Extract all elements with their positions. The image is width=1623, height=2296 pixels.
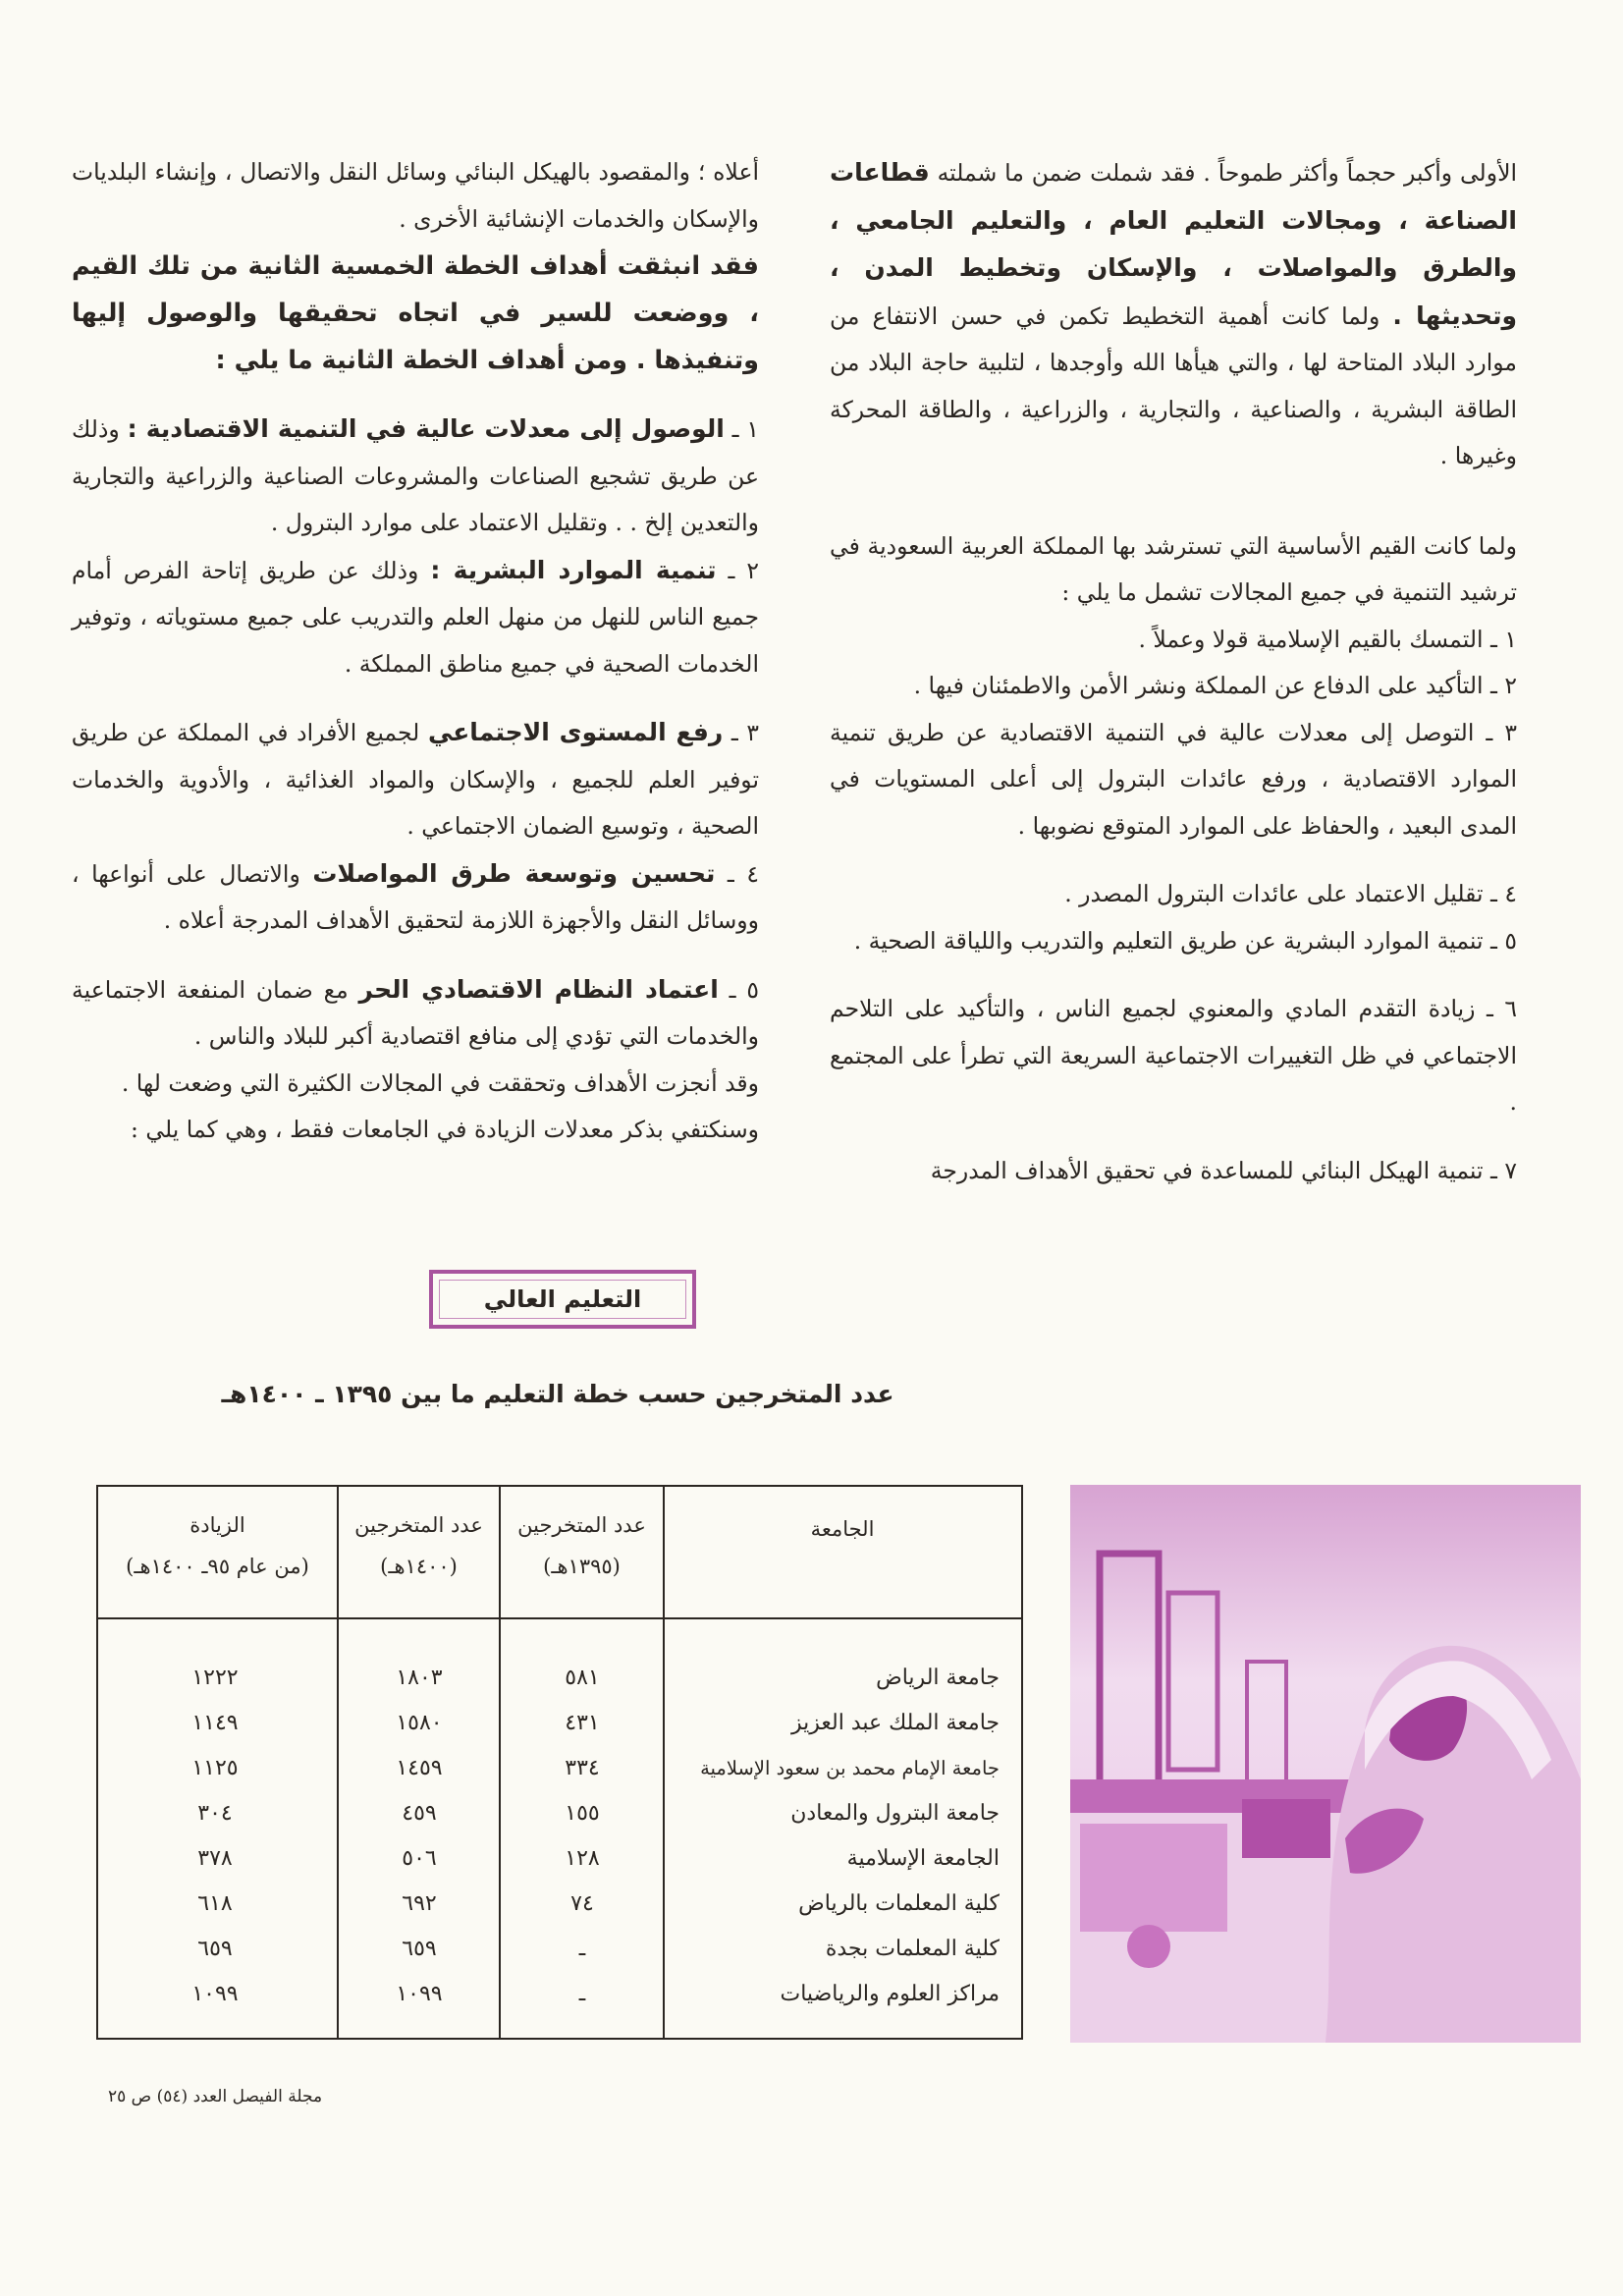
header-1395-label: عدد المتخرجين <box>517 1513 646 1537</box>
cell-university: جامعة الإمام محمد بن سعود الإسلامية <box>700 1757 1000 1779</box>
header-1400-year: (١٤٠٠هـ) <box>380 1555 458 1578</box>
goal-title: رفع المستوى الاجتماعي <box>427 718 724 746</box>
value-item: ٣ ـ التوصل إلى معدلات عالية في التنمية الاقتصادية عن طريق تنمية الموارد الاقتصادية ، ورفع عائدات البترول إلى أعلى المستويات في المدى البعيد ، والحفاظ على الموارد المتوقع نضوبها . <box>830 718 1517 840</box>
goal-title: الوصول إلى معدلات عالية في التنمية الاقتصادية : <box>127 414 725 443</box>
cell-1395: ١٢٨ <box>565 1846 600 1871</box>
value-item: ٦ ـ زيادة التقدم المادي والمعنوي لجميع الناس ، والتأكيد على التلاحم الاجتماعي في ظل التغييرات الاجتماعية السريعة التي تطرأ على المجتمع . <box>830 995 1517 1116</box>
header-1395-year: (١٣٩٥هـ) <box>543 1555 621 1578</box>
cell-1400: ١٤٥٩ <box>396 1756 443 1780</box>
header-increase <box>98 1504 337 1587</box>
closing-1: وقد أنجزت الأهداف وتحققت في المجالات الكثيرة التي وضعت لها . <box>121 1068 759 1097</box>
cell-university: الجامعة الإسلامية <box>846 1846 1000 1871</box>
left-bold-para: فقد انبثقت أهداف الخطة الخمسية الثانية من تلك القيم ، ووضعت للسير في اتجاه تحقيقها والوصول إليها وتنفيذها . ومن أهداف الخطة الثانية ما يلي : <box>72 251 759 375</box>
right-para-1-tail: ولما كانت أهمية التخطيط تكمن في حسن الانتفاع من موارد البلاد المتاحة لها ، والتي هيأها الله وأوجدها ، لتلبية حاجة البلاد من الطاقة البشرية ، والصناعية ، والتجارية ، والزراعية ، والطاقة المحركة وغيرها . <box>830 301 1517 469</box>
value-item: ٢ ـ التأكيد على الدفاع عن المملكة ونشر الأمن والاطمئنان فيها . <box>913 672 1517 699</box>
header-1395 <box>501 1504 663 1587</box>
goal-body: لجميع الأفراد في المملكة عن طريق توفير العلم للجميع ، والإسكان والمواد الغذائية ، والأدوية والخدمات الصحية ، وتوسيع الضمان الاجتماعي . <box>72 719 759 840</box>
cell-1400: ١٠٩٩ <box>396 1982 443 2006</box>
goal-item <box>72 850 759 945</box>
header-university <box>685 1508 1000 1550</box>
right-para-2: ولما كانت القيم الأساسية التي تسترشد بها المملكة العربية السعودية في ترشيد التنمية في جميع المجالات تشمل ما يلي : <box>830 531 1517 606</box>
goal-number: ١ ـ <box>731 415 759 443</box>
cell-1400: ١٨٠٣ <box>396 1666 443 1690</box>
page-footer: مجلة الفيصل العدد (٥٤) ص ٢٥ <box>108 2087 323 2106</box>
cell-1395: ٤٣١ <box>565 1711 600 1735</box>
table-title: عدد المتخرجين حسب خطة التعليم ما بين ١٣٩٥ ـ ١٤٠٠هـ <box>221 1380 894 1408</box>
goal-item <box>72 966 759 1061</box>
goal-number: ٥ ـ <box>729 975 759 1004</box>
goal-item <box>72 406 759 547</box>
cell-increase: ١١٤٩ <box>191 1711 239 1735</box>
header-increase-range: (من عام ٩٥ـ ١٤٠٠هـ) <box>126 1555 309 1578</box>
cell-increase: ٣٠٤ <box>197 1801 233 1826</box>
goal-body: وذلك عن طريق إتاحة الفرص أمام جميع الناس للنهل من منهل العلم والتدريب على جميع مستوياته ، وتوفير الخدمات الصحية في جميع مناطق المملكة . <box>72 556 759 678</box>
value-item: ١ ـ التمسك بالقيم الإسلامية قولا وعملاً . <box>1138 625 1517 653</box>
header-divider <box>98 1617 1021 1619</box>
cell-1395: ـ <box>578 1982 586 2006</box>
right-para-1-lead: الأولى وأكبر حجماً وأكثر طموحاً . فقد شملت ضمن ما شملته <box>937 159 1517 187</box>
cell-university: جامعة الملك عبد العزيز <box>791 1711 1000 1735</box>
goal-item <box>72 547 759 688</box>
cell-university: مراكز العلوم والرياضيات <box>780 1982 1000 2006</box>
header-1400 <box>339 1504 499 1587</box>
cell-increase: ٣٧٨ <box>197 1846 233 1871</box>
header-1400-label: عدد المتخرجين <box>354 1513 483 1537</box>
right-para-1-bold: قطاعات الصناعة ، ومجالات التعليم العام ، والتعليم الجامعي ، والطرق والمواصلات ، والإسكان وتخطيط المدن ، وتحديثها . <box>830 158 1517 330</box>
cell-increase: ٦١٨ <box>197 1891 233 1916</box>
goal-title: اعتماد النظام الاقتصادي الحر <box>358 974 719 1004</box>
cell-1400: ٦٩٢ <box>402 1891 437 1916</box>
goal-number: ٣ ـ <box>730 719 759 746</box>
cell-increase: ١١٢٥ <box>191 1756 239 1780</box>
cell-1400: ٤٥٩ <box>402 1801 437 1826</box>
goal-title: تنمية الموارد البشرية : <box>430 555 717 584</box>
graduates-table <box>96 1485 1023 2040</box>
cell-university: جامعة البترول والمعادن <box>790 1801 1000 1826</box>
cell-university: كلية المعلمات بالرياض <box>798 1891 1000 1916</box>
header-increase-label: الزيادة <box>189 1513 245 1537</box>
value-item: ٥ ـ تنمية الموارد البشرية عن طريق التعليم والتدريب واللياقة الصحية . <box>853 926 1517 955</box>
column-divider <box>663 1487 665 2038</box>
left-column <box>72 149 759 1154</box>
section-heading-box <box>429 1270 696 1329</box>
goal-body: والاتصال على أنواعها ، ووسائل النقل والأجهزة اللازمة لتحقيق الأهداف المدرجة أعلاه . <box>72 859 759 934</box>
cell-increase: ٦٥٩ <box>197 1937 233 1961</box>
cell-university: جامعة الرياض <box>876 1666 1000 1690</box>
section-heading: التعليم العالي <box>483 1285 642 1313</box>
cell-1395: ـ <box>578 1937 586 1961</box>
cell-1400: ١٥٨٠ <box>396 1711 443 1735</box>
goal-item <box>72 709 759 850</box>
closing-2: وسنكتفي بذكر معدلات الزيادة في الجامعات فقط ، وهي كما يلي : <box>131 1116 759 1143</box>
cell-increase: ١٠٩٩ <box>191 1982 239 2006</box>
cell-1400: ٦٥٩ <box>402 1937 437 1961</box>
student-lab-photo <box>1070 1485 1581 2043</box>
value-item: ٧ ـ تنمية الهيكل البنائي للمساعدة في تحقيق الأهداف المدرجة <box>930 1156 1517 1184</box>
right-para-1 <box>830 149 1517 480</box>
cell-1400: ٥٠٦ <box>402 1846 437 1871</box>
goal-number: ٤ ـ <box>727 859 759 888</box>
cell-1395: ٧٤ <box>570 1891 594 1916</box>
goal-body: مع ضمان المنفعة الاجتماعية والخدمات التي تؤدي إلى منافع اقتصادية أكبر للبلاد والناس . <box>72 975 759 1050</box>
cell-increase: ١٢٢٢ <box>191 1666 239 1690</box>
left-intro: أعلاه ؛ والمقصود بالهيكل البنائي وسائل النقل والاتصال ، وإنشاء البلديات والإسكان والخدمات الإنشائية الأخرى . <box>72 158 759 233</box>
header-university-label: الجامعة <box>810 1517 875 1541</box>
cell-1395: ٥٨١ <box>565 1666 600 1690</box>
goal-title: تحسين وتوسعة طرق المواصلات <box>312 858 716 888</box>
photo-illustration <box>1070 1485 1581 2043</box>
cell-university: كلية المعلمات بجدة <box>825 1937 1000 1961</box>
goal-body: وذلك عن طريق تشجيع الصناعات والمشروعات الصناعية والزراعية والتجارية والتعدين إلخ . . وتقليل الاعتماد على موارد البترول . <box>72 415 759 536</box>
cell-1395: ١٥٥ <box>565 1801 600 1826</box>
goal-number: ٢ ـ <box>728 556 759 584</box>
cell-1395: ٣٣٤ <box>565 1756 600 1780</box>
value-item: ٤ ـ تقليل الاعتماد على عائدات البترول المصدر . <box>1064 880 1517 907</box>
right-column <box>830 149 1517 1194</box>
